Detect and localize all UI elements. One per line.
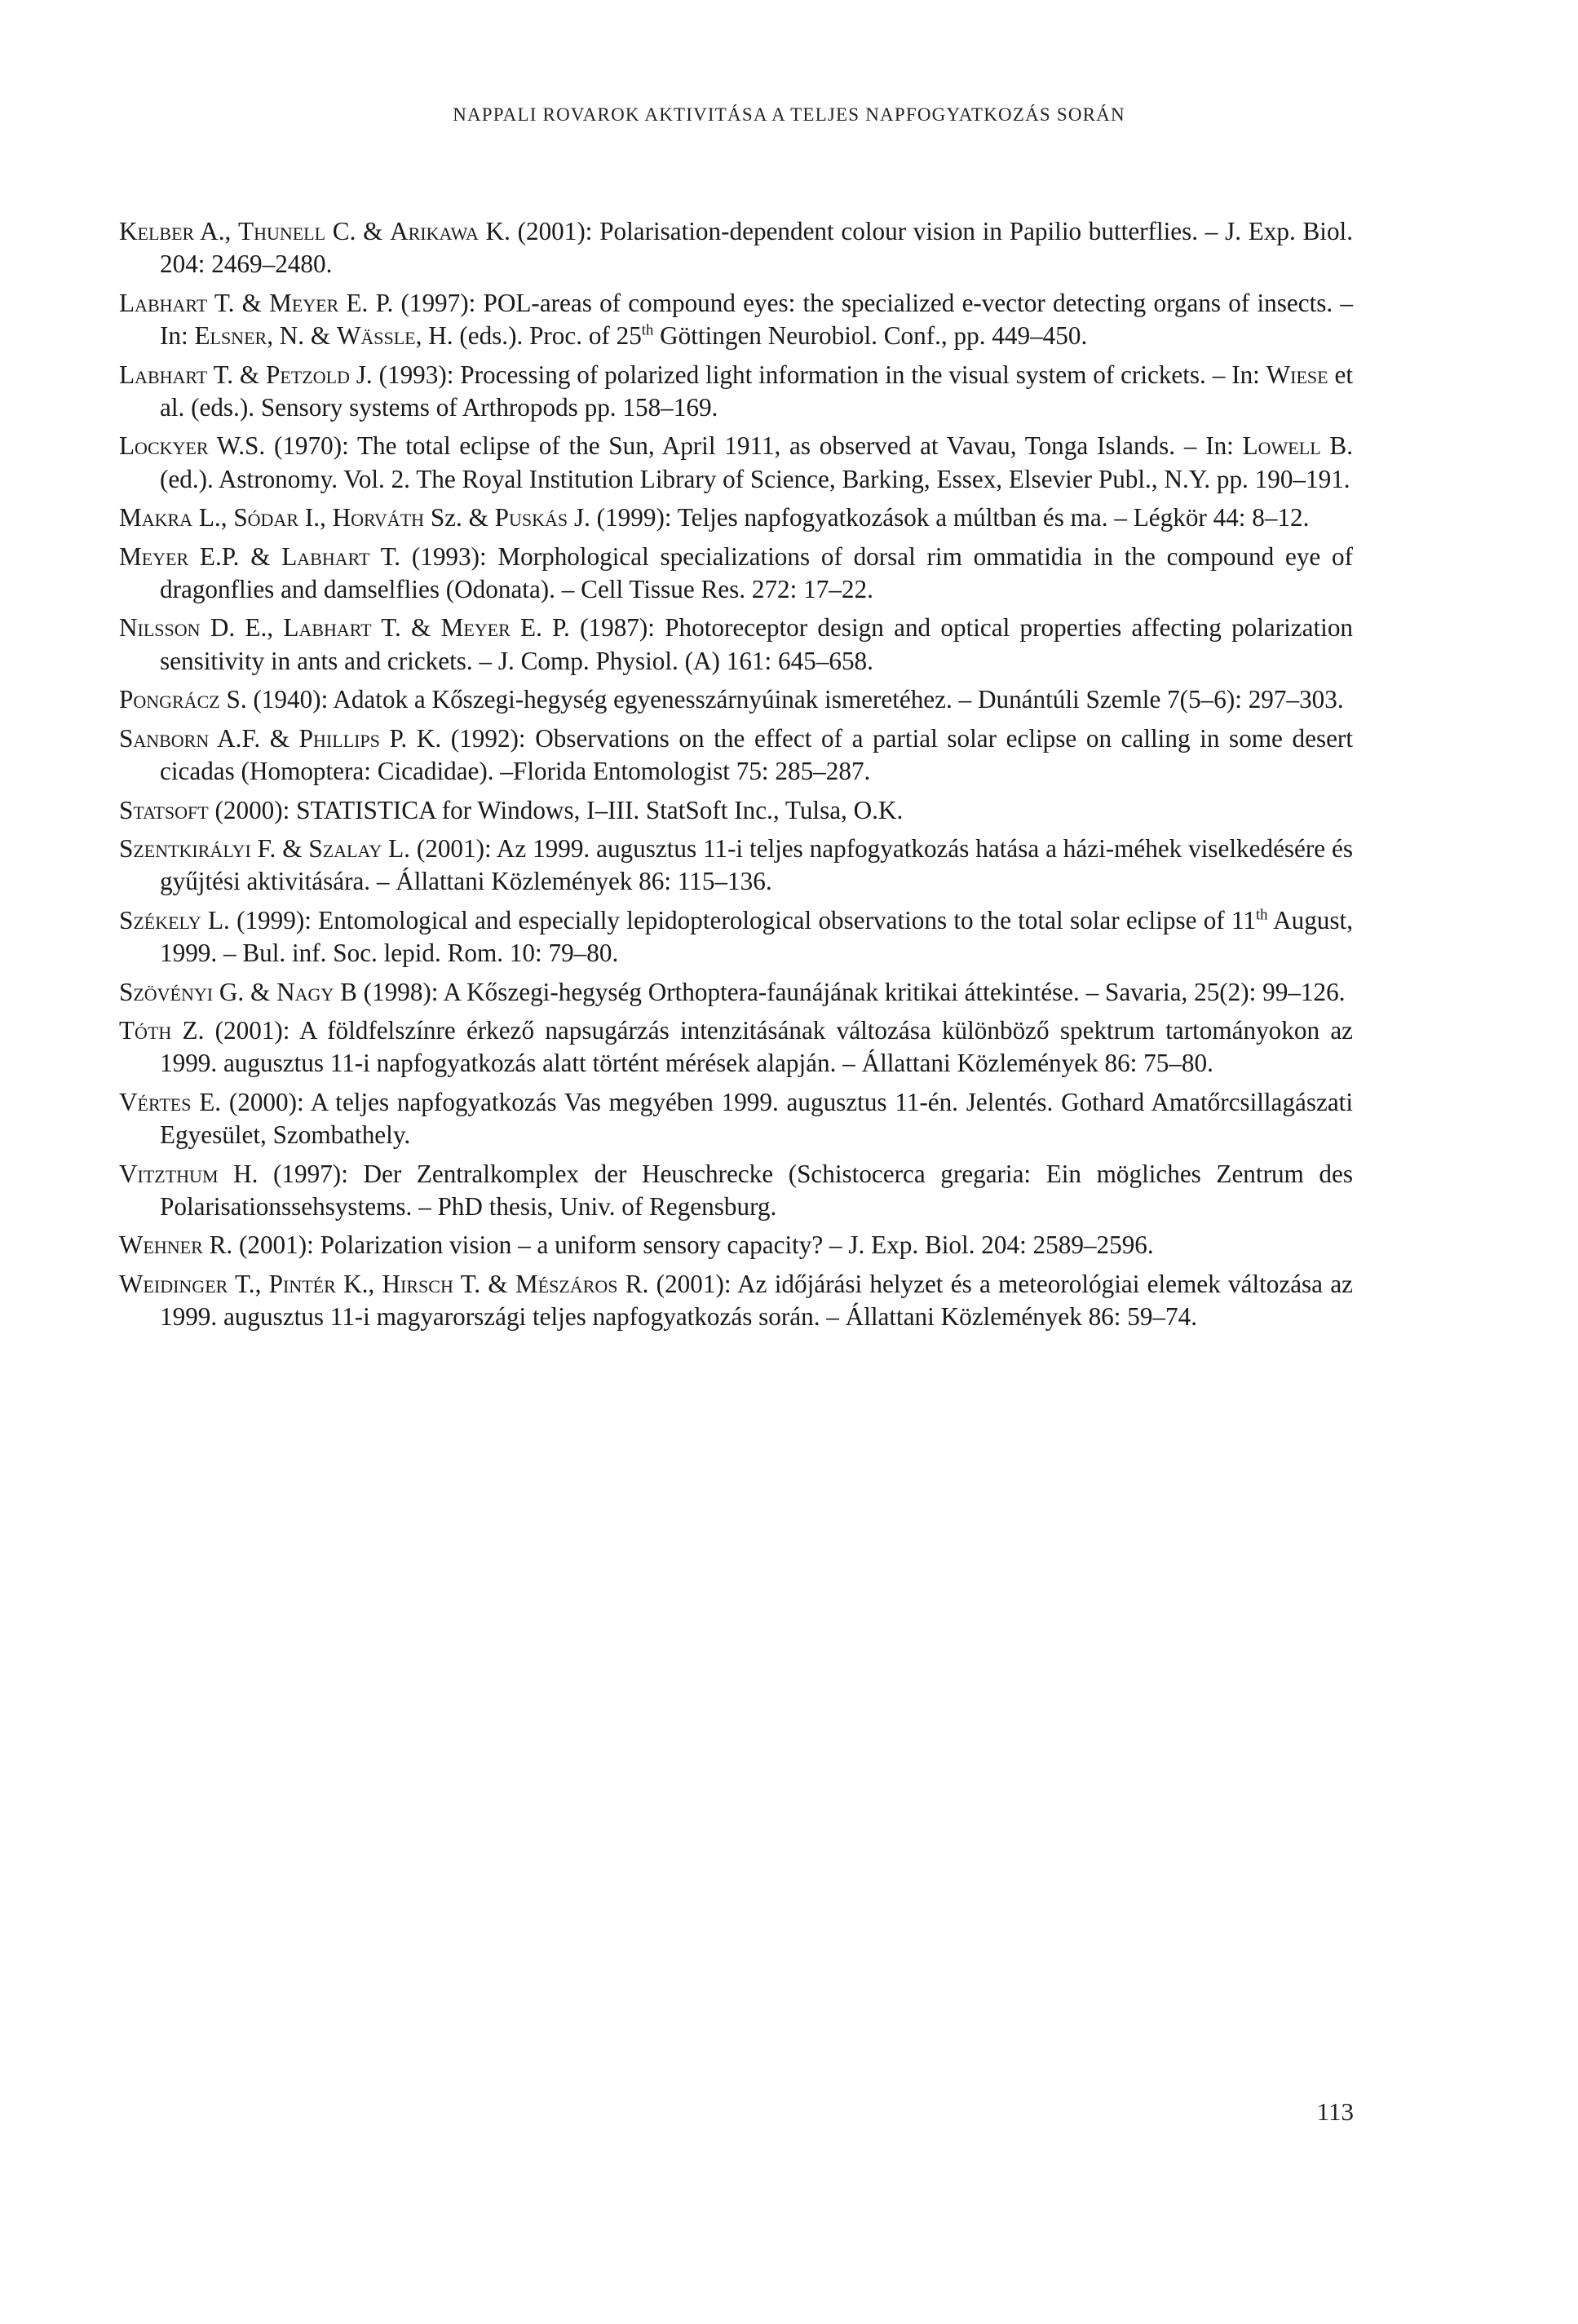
author-name: Kelber [119,217,195,245]
reference-entry [119,1158,1353,1224]
reference-text: L. (2001): Az 1999. augusztus 11-i teljes napfogyatkozás hatása a házi-méhek viselkedésére és gyűjtési aktivitására. – Állattani Közlemények 86: 115–136. [160,833,1353,896]
author-name: Vértes [119,1087,192,1116]
author-name: Labhart [281,541,370,571]
reference-entry [119,1014,1353,1080]
page-number: 113 [1316,2097,1354,2126]
author-name: Hirsch [382,1269,453,1298]
reference-text: E.P. & [188,541,282,571]
reference-text: August, 1999. – Bul. inf. Soc. lepid. Rom. 10: 79–80. [160,905,1353,968]
reference-text: et al. (eds.). Sensory systems of Arthropods pp. 158–169. [160,360,1353,422]
reference-text: K., [335,1269,382,1298]
reference-text: J. (1999): Teljes napfogyatkozások a múltban és ma. – Légkör 44: 8–12. [568,503,1310,532]
reference-text: B (1998): A Kőszegi-hegység Orthoptera-faunájának kritikai áttekintése. – Savaria, 25(2): 99–126. [334,977,1346,1006]
reference-text: E. (2000): A teljes napfogyatkozás Vas megyében 1999. augusztus 11-én. Jelentés. Gothard Amatőrcsillagászati Egyesület, Szombathely. [160,1087,1353,1150]
reference-text: Sz. & [424,503,495,532]
author-name: Meyer [440,613,511,643]
reference-text: , N. & [267,321,337,351]
author-name: Sanborn [119,723,210,753]
reference-entry [119,430,1353,496]
author-name: Nagy [276,977,334,1006]
author-name: Wässle [336,321,416,351]
author-name: Lockyer [119,431,209,461]
author-name: Labhart [283,613,372,643]
reference-text: F. & [250,833,309,863]
author-name: Thunell [238,217,326,245]
reference-text: L. (1999): Entomological and especially lepidopterological observations to the total solar eclipse of 11 [201,905,1256,934]
reference-text: D. E., [200,613,284,643]
author-name: Pongrácz [119,685,220,714]
running-header: NAPPALI ROVAROK AKTIVITÁSA A TELJES NAPFOGYATKOZÁS SORÁN [453,104,1125,125]
reference-text: E. P. (1987): Photoreceptor design and optical properties affecting polarization sensitivity in ants and crickets. – J. Comp. Physiol. (A) 161: 645–658. [160,613,1354,675]
reference-entry [119,215,1353,281]
reference-entry [119,359,1353,425]
author-name: Labhart [119,360,208,389]
author-name: Szalay [308,833,382,863]
reference-text: Z. (2001): A földfelszínre érkező napsugárzás intenzitásának változása különböző spektrum tartományokon az 1999. augusztus 11-i napfogyatkozás alatt történt mérések alapján. – Állattani Közlemények 86: 75–80. [160,1015,1353,1078]
reference-text: R. (2001): Az időjárási helyzet és a meteorológiai elemek változása az 1999. augusztus 11-i magyarországi teljes napfogyatkozás során. – Állattani Közlemények 86: 59–74. [160,1269,1354,1332]
reference-entry [119,833,1353,899]
author-name: Makra [119,503,193,532]
reference-entry [119,976,1353,1009]
reference-text: T. (1993): Morphological specializations of dorsal rim ommatidia in the compound eye of dragonflies and damselflies (Odonata). – Cell Tissue Res. 272: 17–22. [160,541,1353,604]
reference-text: S. (1940): Adatok a Kőszegi-hegység egyenesszárnyúinak ismeretéhez. – Dunántúli Szemle 7(5–6): 297–303. [219,685,1344,714]
reference-text: K. (2001): Polarisation-dependent colour vision in Papilio butterflies. – J. Exp. Biol. 204: 2469–2480. [160,217,1354,279]
author-name: Petzold [266,360,350,389]
reference-text: W.S. (1970): The total eclipse of the Sun, April 1911, as observed at Vavau, Tonga Islands. – In: [208,431,1243,461]
reference-text: A., [194,217,239,245]
author-name: Meyer [269,288,339,317]
author-name: Szentkirályi [119,833,251,863]
reference-text: T. & [207,360,267,389]
reference-text: T., [228,1269,269,1298]
author-name: Mészáros [515,1269,618,1298]
author-name: Nilsson [119,613,201,643]
reference-text: H. (1997): Der Zentralkomplex der Heuschrecke (Schistocerca gregaria: Ein mögliches Zentrum des Polarisationssehsystems. – PhD thesis, Univ. of Regensburg. [160,1159,1353,1221]
author-name: Horváth [332,503,425,532]
author-name: Arikawa [390,217,479,245]
author-name: Meyer [119,541,189,571]
reference-entry [119,722,1353,789]
author-name: Lowell [1242,431,1321,461]
reference-entry [119,1086,1353,1152]
reference-entry [119,541,1353,607]
reference-text: T. & [207,288,270,317]
author-name: Weidinger [119,1269,228,1298]
author-name: Vitzthum [119,1159,219,1188]
reference-text: C. & [325,217,391,245]
author-name: Székely [119,905,201,934]
reference-text: T. & [453,1269,515,1298]
reference-text: L., [192,503,234,532]
reference-text: (2000): STATISTICA for Windows, I–III. StatSoft Inc., Tulsa, O.K. [208,795,904,824]
reference-text: Göttingen Neurobiol. Conf., pp. 449–450. [653,321,1088,351]
reference-entry [119,1268,1353,1334]
reference-text: R. (2001): Polarization vision – a uniform sensory capacity? – J. Exp. Biol. 204: 2589–2596. [202,1230,1154,1260]
reference-text: , H. (eds.). Proc. of 25 [415,321,642,351]
author-name: Phillips [298,723,380,753]
reference-entry [119,794,1353,827]
author-name: Pintér [268,1269,336,1298]
reference-text: B. (ed.). Astronomy. Vol. 2. The Royal Institution Library of Science, Barking, Essex, Elsevier Publ., N.Y. pp. 190–191. [160,431,1353,493]
author-name: Elsner [194,321,267,351]
reference-entry [119,1229,1353,1261]
author-name: Wiese [1266,360,1328,389]
reference-text: E. P. (1997): POL-areas of compound eyes: the specialized e-vector detecting organs of insects. – In: [160,288,1353,351]
reference-text: T. & [371,613,441,643]
reference-text: J. (1993): Processing of polarized light information in the visual system of crickets. – In: [349,360,1266,389]
reference-entry [119,501,1353,534]
reference-text: I., [298,503,333,532]
author-name: Szövényi [119,977,214,1006]
reference-text: P. K. (1992): Observations on the effect of a partial solar eclipse on calling in some desert cicadas (Homoptera: Cicadidae). –Florida Entomologist 75: 285–287. [160,723,1353,786]
superscript: th [1255,906,1268,924]
author-name: Tóth [119,1015,172,1045]
reference-entry [119,287,1353,353]
reference-entry [119,612,1353,678]
author-name: Labhart [119,288,208,317]
reference-entry [119,683,1353,716]
reference-text: G. & [213,977,277,1006]
reference-list [119,215,1353,1340]
reference-text: A.F. & [209,723,299,753]
author-name: Statsoft [119,795,209,824]
author-name: Puskás [494,503,568,532]
reference-entry [119,904,1353,970]
superscript: th [641,321,654,339]
author-name: Wehner [119,1230,203,1260]
author-name: Sódar [233,503,299,532]
